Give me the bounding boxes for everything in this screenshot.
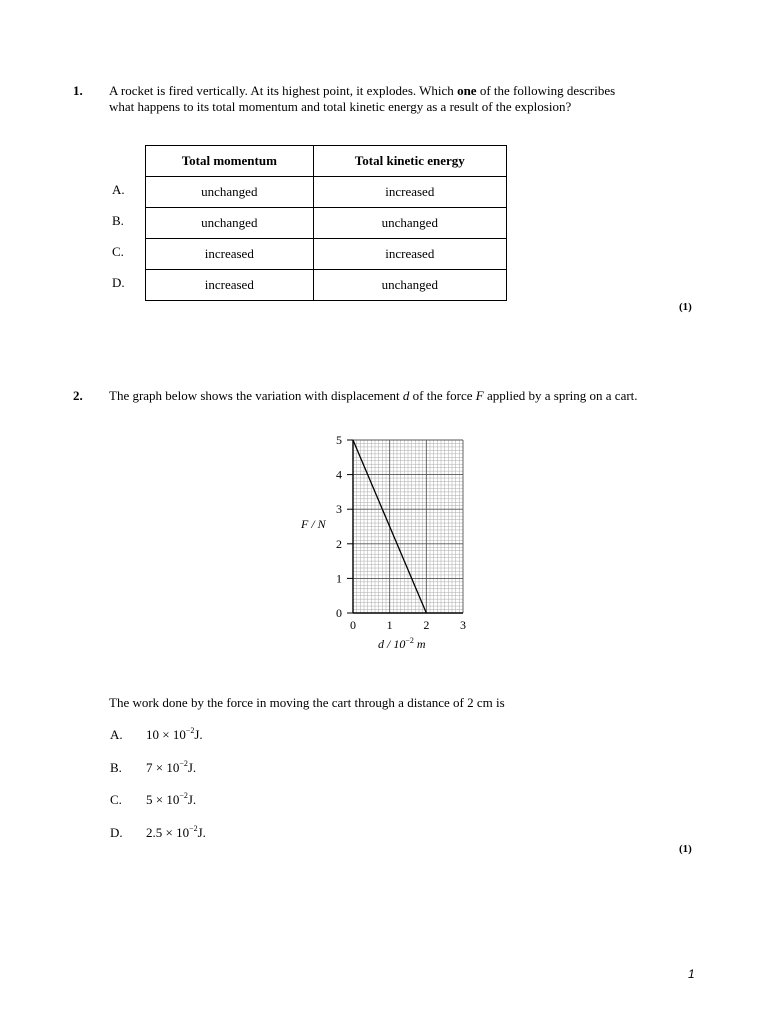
y-tick-label: 5 [336, 433, 342, 447]
momentum-cell: unchanged [146, 177, 314, 208]
y-axis-label [300, 517, 327, 531]
table-row [146, 239, 507, 270]
question-2-mark: (1) [679, 843, 692, 855]
question-2-prompt: The work done by the force in moving the cart through a distance of 2 cm is [109, 695, 505, 710]
momentum-cell: increased [146, 270, 314, 301]
row-label-b: B. [112, 213, 124, 228]
option-a-label: A. [110, 727, 123, 742]
y-tick-label: 4 [336, 467, 342, 482]
momentum-cell: unchanged [146, 208, 314, 239]
force-displacement-graph [290, 430, 490, 655]
energy-cell: unchanged [313, 270, 506, 301]
option-c-label: C. [110, 792, 122, 807]
table-row [146, 208, 507, 239]
header-total-momentum: Total momentum [146, 146, 314, 177]
option-b-value [146, 760, 196, 776]
question-1-text-part: of the following describes what happens to its total momentum and total kinetic energy as a result of the explosion? [109, 83, 616, 114]
x-axis-label [378, 636, 426, 651]
question-1-mark: (1) [679, 301, 692, 313]
option-a-value [146, 727, 203, 743]
option-d-unit: J. [197, 825, 206, 840]
row-label-c: C. [112, 244, 124, 259]
table-header-row [146, 146, 507, 177]
variable-d: d [402, 388, 410, 403]
option-b-label: B. [110, 760, 122, 775]
x-tick-label: 3 [460, 618, 466, 632]
y-tick-label: 2 [336, 536, 342, 551]
x-tick-label: 1 [386, 618, 393, 632]
option-a-unit: J. [194, 727, 203, 742]
option-c-exponent: −2 [179, 790, 188, 800]
option-c-unit: J. [187, 792, 197, 807]
option-a-exponent: −2 [185, 725, 195, 735]
question-1-text [109, 83, 619, 115]
option-b-coefficient: 7 × 10 [146, 760, 180, 775]
y-tick-label: 1 [336, 571, 342, 586]
x-ticks [350, 618, 466, 632]
option-a-coefficient: 10 × 10 [146, 727, 186, 742]
option-d-value [146, 825, 206, 841]
row-label-a: A. [112, 182, 125, 197]
grid-minor [353, 440, 463, 613]
question-2-text [109, 388, 654, 404]
header-total-kinetic-energy: Total kinetic energy [313, 146, 506, 177]
x-tick-label: 2 [423, 618, 430, 632]
question-1-number: 1. [73, 83, 83, 98]
energy-cell: increased [313, 239, 506, 270]
question-1-text-part: A rocket is fired vertically. At its highest point, it explodes. Which [109, 83, 458, 98]
option-d-coefficient: 2.5 × 10 [146, 825, 190, 840]
x-axis-label-unit: m [413, 637, 426, 651]
energy-cell: increased [313, 177, 506, 208]
question-2-text-part: of the force [409, 388, 476, 403]
option-c-coefficient: 5 × 10 [146, 792, 180, 807]
variable-f: F [475, 388, 484, 403]
question-2-text-part: The graph below shows the variation with displacement [109, 388, 403, 403]
x-axis-label-prefix: d / 10 [378, 637, 406, 651]
x-tick-label: 0 [350, 618, 356, 632]
question-1-table [145, 145, 507, 301]
x-axis-label-exponent: −2 [405, 636, 414, 645]
y-axis-label-text: F / N [301, 517, 326, 531]
option-b-unit: J. [187, 760, 197, 775]
momentum-cell: increased [146, 239, 314, 270]
table-row [146, 270, 507, 301]
option-b-exponent: −2 [179, 758, 188, 768]
question-2-number: 2. [73, 388, 83, 403]
y-tick-label: 0 [336, 606, 342, 620]
option-c-value [146, 792, 196, 808]
page-number: 1 [688, 967, 695, 981]
option-d-label: D. [110, 825, 123, 840]
question-2-text-part: applied by a spring on a cart. [483, 388, 638, 403]
y-ticks [336, 433, 353, 620]
option-d-exponent: −2 [189, 823, 198, 833]
energy-cell: unchanged [313, 208, 506, 239]
row-label-d: D. [112, 275, 125, 290]
y-tick-label: 3 [336, 502, 342, 517]
question-1-emphasis: one [457, 83, 477, 98]
table-row [146, 177, 507, 208]
